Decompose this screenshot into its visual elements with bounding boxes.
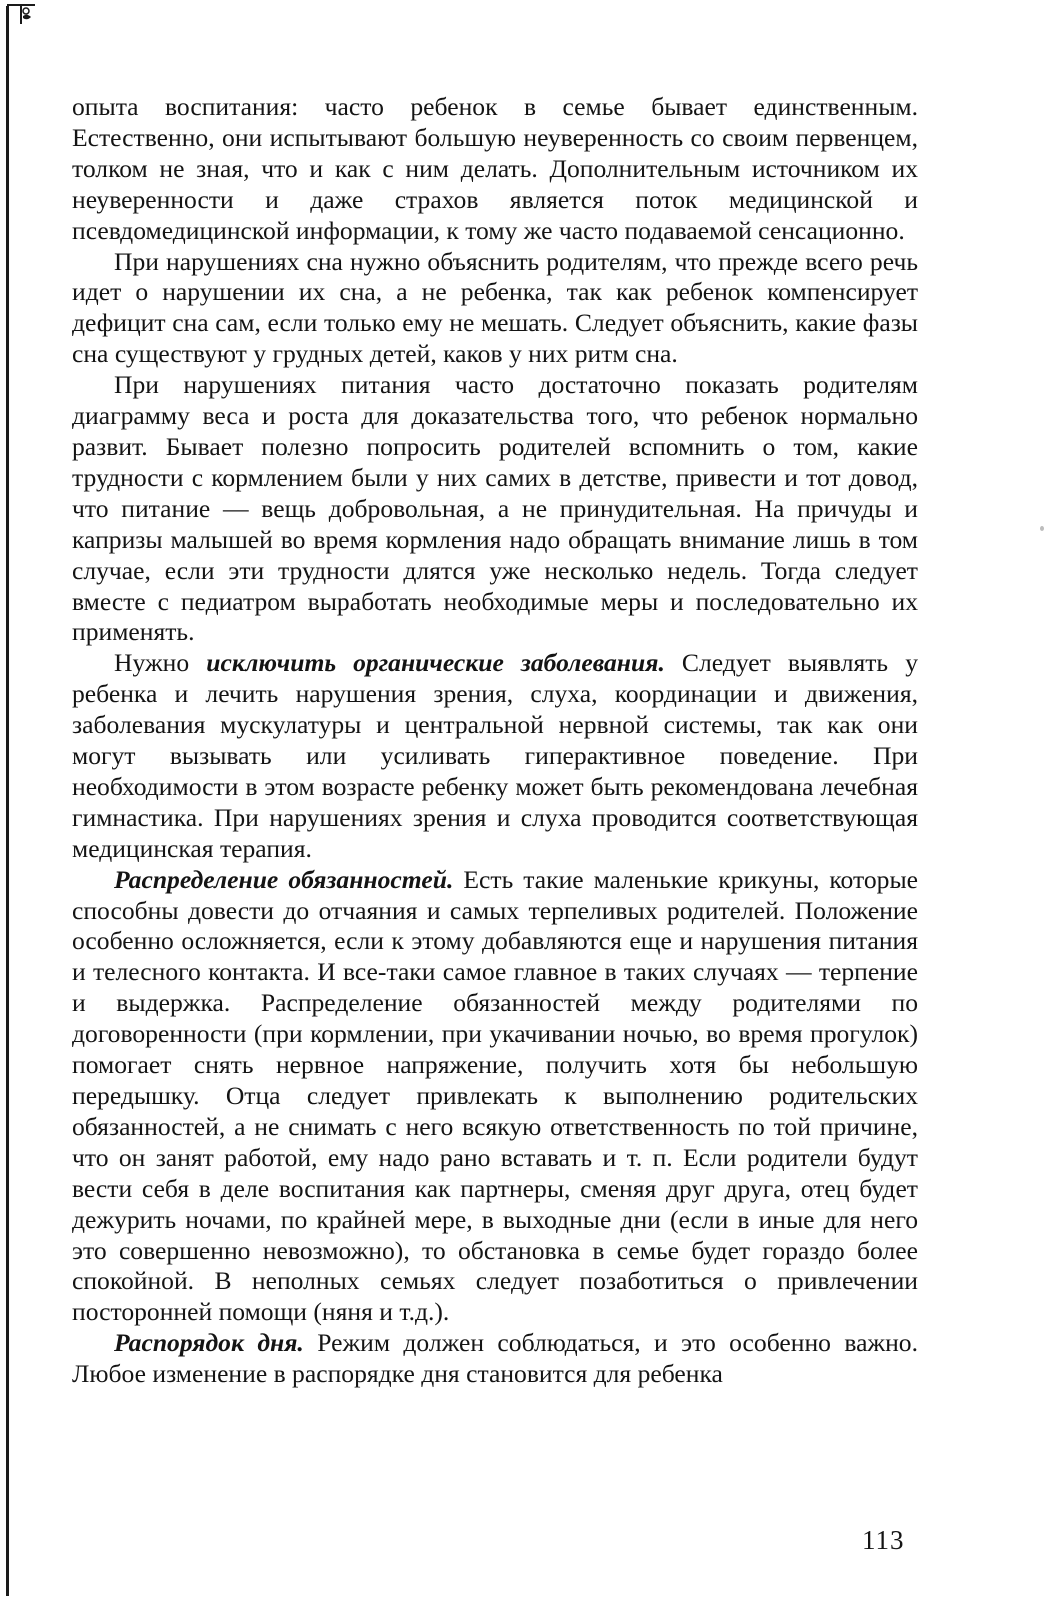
paragraph-5 (72, 865, 918, 1329)
paragraph-2 (72, 247, 918, 371)
paragraph-1 (72, 92, 918, 247)
paragraph-text: Есть такие маленькие крикуны, которые способны довести до отчаяния и самых терпеливых родителей. Положение особенно осложняется, если к этому добавляются еще и нарушения питания и телесного контакта. И все-таки самое главное в таких случаях — терпение и выдержка. Распределение обязанностей между родителями по договоренности (при кормлении, при укачивании ночью, во время прогулок) помогает снять нервное напряжение, получить хотя бы небольшую передышку. Отца следует привлекать к выполнению родительских обязанностей, а не снимать с него всякую ответственность по той причине, что он занят работой, ему надо рано вставать и т. п. Если родители будут вести себя в деле воспитания как партнеры, сменяя друг друга, отец будет дежурить ночами, по крайней мере, в выходные дни (если в иные для него это совершенно невозможно), то обстановка в семье будет гораздо более спокойной. В неполных семьях следует позаботиться о привлечении посторонней помощи (няня и т.д.). (72, 864, 919, 1327)
paragraph-text: При нарушениях сна нужно объяснить родителям, что прежде всего речь идет о нарушении их сна, а не ребенка, так как ребенок компенсирует дефицит сна сам, если только ему не мешать. Следует объяснить, какие фазы сна существуют у грудных детей, каков у них ритм сна. (72, 246, 918, 369)
paragraph-text: Режим должен соблюдаться, и это особенно важно. Любое изменение в распорядке дня становится для ребенка (72, 1328, 918, 1389)
page-number: 113 (862, 1525, 905, 1555)
paragraph-text: опыта воспитания: часто ребенок в семье бывает единственным. Естественно, они испытывают большую неуверенность со своим первенцем, толком не зная, что и как с ним делать. Дополнительным источником их неуверенности и даже страхов является поток медицинской и псевдомедицинской информации, к тому же часто подаваемой сенсационно. (72, 92, 918, 245)
paragraph-3 (72, 370, 918, 648)
section-lead: Распределение обязанностей. (114, 864, 454, 894)
binding-line (6, 6, 9, 1596)
section-lead: Распорядок дня. (114, 1328, 304, 1358)
body-text (72, 92, 918, 1390)
scan-speck (1040, 526, 1044, 531)
paragraph-text-continued: Следует выявлять у ребенка и лечить нарушения зрения, слуха, координации и движения, заболевания мускулатуры и центральной нервной системы, так как они могут вызывать или усиливать гиперактивное поведение. При необходимости в этом возрасте ребенку может быть рекомендована лечебная гимнастика. При нарушениях зрения и слуха проводится соответствующая медицинская терапия. (72, 648, 918, 863)
paragraph-6 (72, 1328, 918, 1390)
paragraph-4 (72, 648, 918, 864)
paragraph-text: Нужно (114, 648, 207, 678)
emphasis-text: исключить органические заболевания. (206, 648, 665, 678)
ornament-icon (5, 2, 39, 26)
paragraph-text: При нарушениях питания часто достаточно показать родителям диаграмму веса и роста для доказательства того, что ребенок нормально развит. Бывает полезно попросить родителей вспомнить о том, какие трудности с кормлением были у них самих в детстве, привести и тот довод, что питание — вещь добровольная, а не принудительная. На причуды и капризы малышей во время кормления надо обращать внимание лишь в том случае, если эти трудности длятся уже несколько недель. Тогда следует вместе с педиатром выработать необходимые меры и последовательно их применять. (72, 370, 918, 647)
